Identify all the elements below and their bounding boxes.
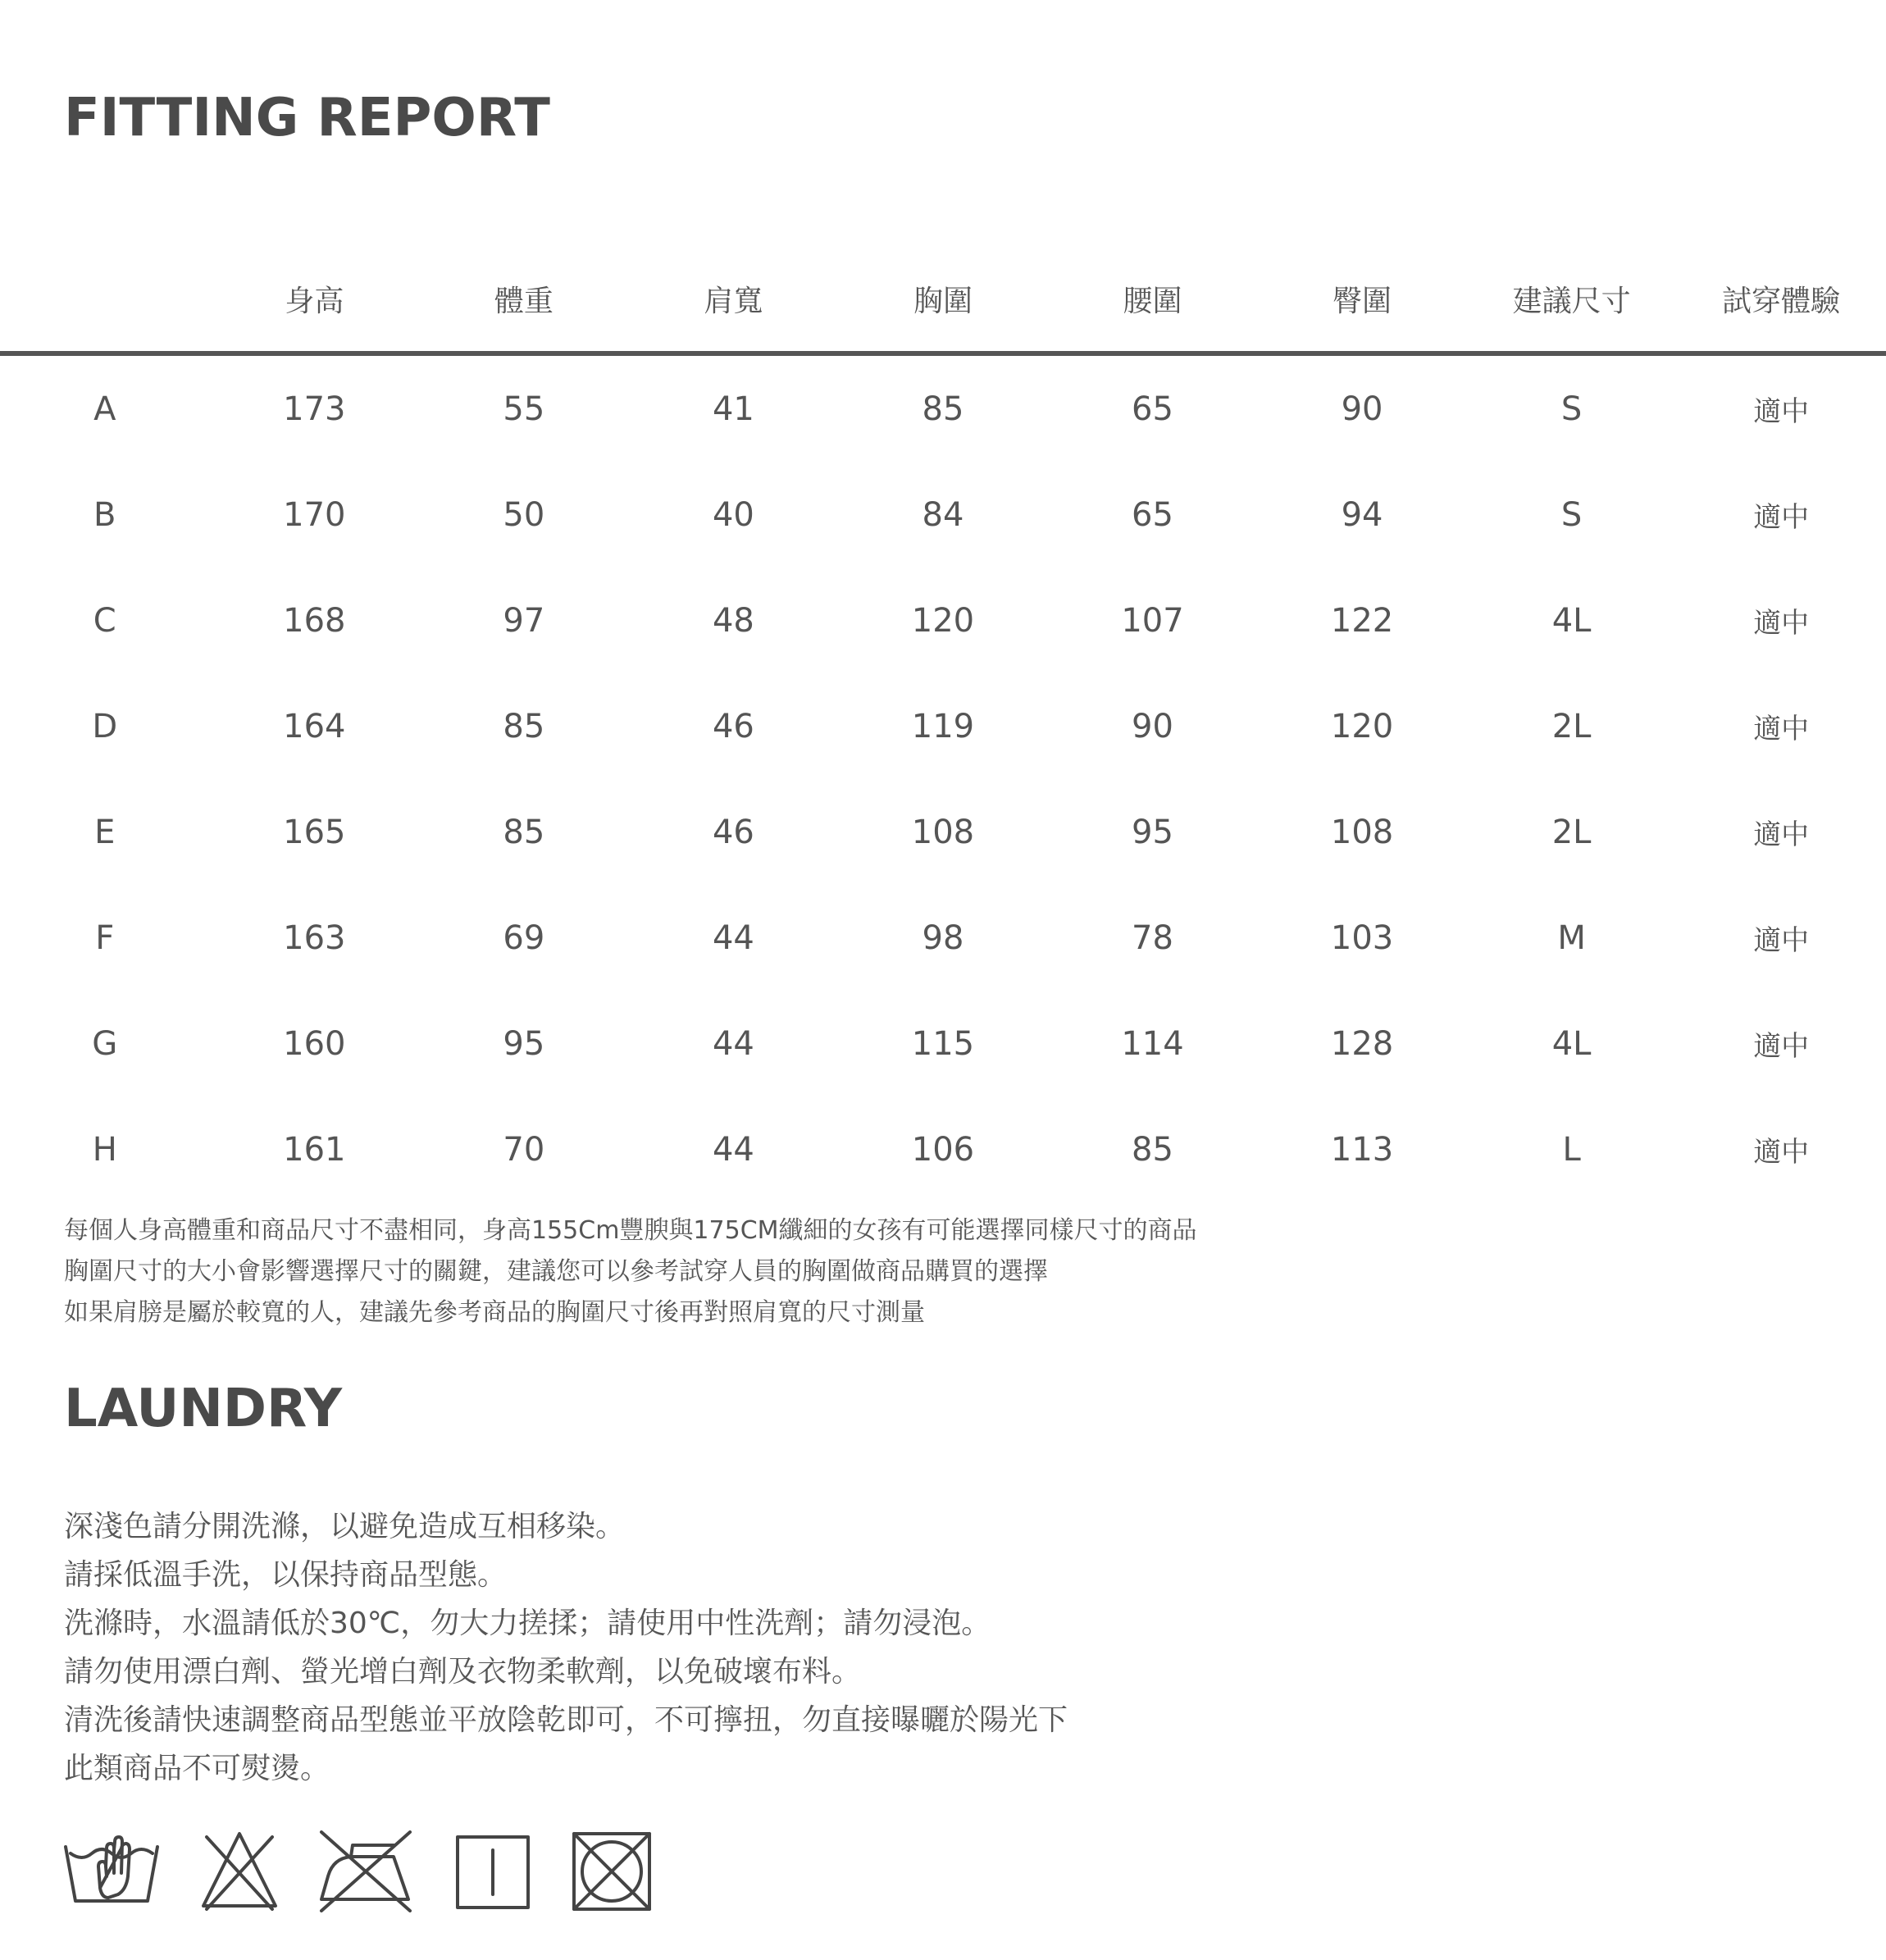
fitting-table	[0, 246, 1886, 1202]
table-cell: 103	[1330, 918, 1394, 957]
table-cell: 48	[712, 601, 754, 640]
hand-wash-icon	[64, 1830, 159, 1912]
laundry-line: 洗滌時，水溫請低於30℃，勿大力搓揉；請使用中性洗劑；請勿浸泡。	[64, 1607, 991, 1640]
table-cell: 161	[283, 1130, 346, 1169]
care-icons	[64, 1830, 654, 1921]
table-cell: A	[93, 390, 116, 428]
table-cell: 119	[911, 707, 975, 745]
laundry-line: 清洗後請快速調整商品型態並平放陰乾即可，不可擰扭，勿直接曝曬於陽光下	[64, 1703, 1068, 1737]
table-cell: 85	[503, 813, 545, 851]
table-cell: 50	[503, 495, 545, 534]
table-cell: 85	[922, 390, 964, 428]
table-cell: M	[1557, 918, 1586, 957]
header-cell: 胸圍	[838, 246, 1048, 353]
table-row	[0, 1096, 1886, 1202]
table-cell: S	[1560, 495, 1583, 534]
table-cell: 95	[503, 1024, 545, 1063]
table-cell: S	[1560, 390, 1583, 428]
table-cell: 107	[1121, 601, 1184, 640]
table-cell: 4L	[1551, 601, 1592, 640]
table-cell: 65	[1132, 495, 1173, 534]
table-cell: 41	[712, 390, 754, 428]
table-row	[0, 567, 1886, 673]
table-cell: 164	[283, 707, 346, 745]
note-line: 每個人身高體重和商品尺寸不盡相同，身高155Cm豐腴與175CM纖細的女孩有可能選擇同樣尺寸的商品	[64, 1216, 1197, 1245]
table-cell: L	[1562, 1130, 1581, 1169]
table-cell: 173	[283, 390, 346, 428]
table-cell: 120	[1330, 707, 1394, 745]
table-cell: 168	[283, 601, 346, 640]
laundry-line: 請勿使用漂白劑、螢光增白劑及衣物柔軟劑，以免破壞布料。	[64, 1655, 862, 1689]
table-cell: F	[95, 918, 115, 957]
header-cell: 身高	[210, 246, 420, 353]
header-cell: 體重	[419, 246, 629, 353]
table-row	[0, 673, 1886, 779]
table-cell: 128	[1330, 1024, 1394, 1063]
table-cell: B	[93, 495, 116, 534]
table-cell: 98	[922, 918, 964, 957]
table-cell: 70	[503, 1130, 545, 1169]
table-cell: 適中	[1753, 395, 1810, 428]
no-iron-icon	[318, 1830, 413, 1912]
laundry-line: 深淺色請分開洗滌，以避免造成互相移染。	[64, 1510, 626, 1543]
table-cell: 適中	[1753, 1030, 1810, 1063]
table-cell: 85	[503, 707, 545, 745]
table-cell: G	[92, 1024, 118, 1063]
table-cell: 108	[911, 813, 975, 851]
table-cell: 160	[283, 1024, 346, 1063]
table-row	[0, 885, 1886, 991]
table-cell: 2L	[1551, 813, 1592, 851]
table-cell: 120	[911, 601, 975, 640]
table-cell: 84	[922, 495, 964, 534]
table-cell: 4L	[1551, 1024, 1592, 1063]
table-cell: 55	[503, 390, 545, 428]
table-cell: 適中	[1753, 501, 1810, 534]
table-cell: 適中	[1753, 818, 1810, 851]
header-cell: 肩寬	[629, 246, 839, 353]
table-cell: 適中	[1753, 924, 1810, 957]
header-cell: 試穿體驗	[1676, 246, 1886, 353]
no-tumble-dry-icon	[571, 1830, 653, 1912]
table-cell: 78	[1132, 918, 1173, 957]
fitting-notes	[64, 1210, 1197, 1333]
table-row	[0, 991, 1886, 1096]
table-cell: D	[92, 707, 118, 745]
table-cell: 44	[712, 918, 754, 957]
table-cell: 122	[1330, 601, 1394, 640]
fitting-header-row	[0, 246, 1886, 353]
table-cell: 44	[712, 1024, 754, 1063]
table-cell: 69	[503, 918, 545, 957]
header-cell: 臀圍	[1257, 246, 1467, 353]
table-cell: 85	[1132, 1130, 1173, 1169]
table-cell: H	[92, 1130, 117, 1169]
laundry-title: LAUNDRY	[64, 1379, 343, 1439]
header-cell	[0, 246, 210, 353]
table-cell: C	[93, 601, 116, 640]
table-cell: 170	[283, 495, 346, 534]
table-cell: 114	[1121, 1024, 1184, 1063]
table-cell: 106	[911, 1130, 975, 1169]
note-line: 如果肩膀是屬於較寬的人，建議先參考商品的胸圍尺寸後再對照肩寬的尺寸測量	[64, 1298, 925, 1327]
table-cell: 65	[1132, 390, 1173, 428]
table-row	[0, 353, 1886, 462]
laundry-instructions	[64, 1502, 1068, 1793]
table-cell: 適中	[1753, 1136, 1810, 1169]
table-cell: 2L	[1551, 707, 1592, 745]
fitting-report-title: FITTING REPORT	[64, 88, 550, 148]
table-cell: 115	[911, 1024, 975, 1063]
table-cell: 40	[712, 495, 754, 534]
table-row	[0, 779, 1886, 885]
table-cell: 44	[712, 1130, 754, 1169]
no-bleach-icon	[200, 1830, 279, 1912]
table-cell: 108	[1330, 813, 1394, 851]
header-cell: 腰圍	[1048, 246, 1258, 353]
table-cell: 適中	[1753, 607, 1810, 640]
table-cell: E	[94, 813, 116, 851]
table-cell: 90	[1132, 707, 1173, 745]
note-line: 胸圍尺寸的大小會影響選擇尺寸的關鍵，建議您可以參考試穿人員的胸圍做商品購買的選擇	[64, 1257, 1048, 1286]
table-cell: 163	[283, 918, 346, 957]
line-dry-icon	[454, 1830, 533, 1912]
table-cell: 95	[1132, 813, 1173, 851]
table-cell: 94	[1341, 495, 1383, 534]
table-cell: 113	[1330, 1130, 1394, 1169]
table-cell: 165	[283, 813, 346, 851]
table-cell: 46	[712, 707, 754, 745]
laundry-line: 此類商品不可熨燙。	[64, 1752, 330, 1785]
table-row	[0, 462, 1886, 567]
table-cell: 90	[1341, 390, 1383, 428]
table-cell: 46	[712, 813, 754, 851]
table-cell: 97	[503, 601, 545, 640]
table-cell: 適中	[1753, 713, 1810, 745]
laundry-line: 請採低溫手洗，以保持商品型態。	[64, 1558, 508, 1592]
header-cell: 建議尺寸	[1467, 246, 1677, 353]
